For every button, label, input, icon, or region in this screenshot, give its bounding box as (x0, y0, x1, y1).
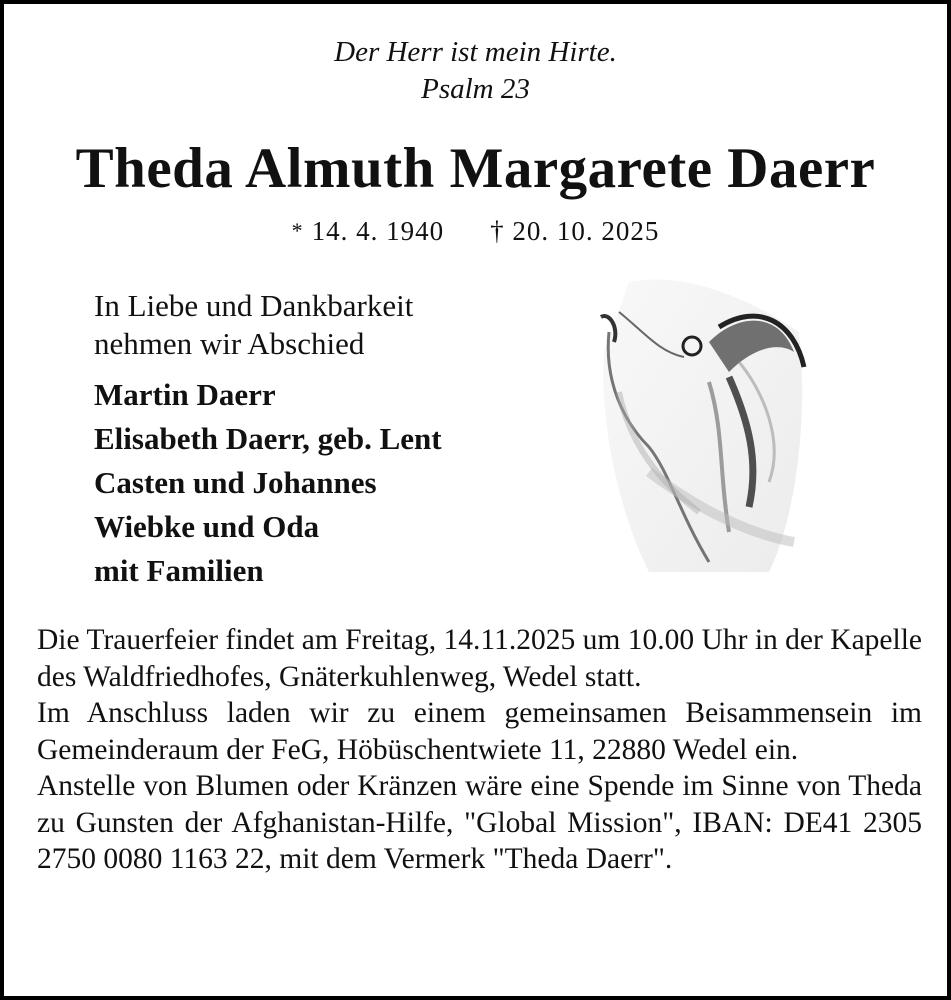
verse-text: Der Herr ist mein Hirte. (334, 36, 617, 68)
death-date: 20. 10. 2025 (512, 216, 660, 246)
death-symbol: † (490, 216, 505, 246)
mourner-name: Martin Daerr (94, 377, 276, 412)
deceased-name: Theda Almuth Margarete Daerr (75, 137, 876, 200)
gathering-notice: Im Anschluss laden wir zu einem gemeinsamen Beisammensein im Gemeinderaum der FeG, Höbüschentwiete 11, 22880 Wedel ein. (37, 697, 922, 766)
notice-text (37, 622, 922, 878)
mourner-name: Casten und Johannes (94, 465, 377, 500)
birth-date-group (292, 216, 445, 246)
birth-symbol: * (291, 218, 304, 243)
angel-watercolor-icon (589, 272, 814, 577)
verse-reference: Psalm 23 (421, 73, 530, 105)
death-date-group (490, 216, 659, 246)
farewell-intro (94, 287, 413, 363)
mourners-list (94, 373, 442, 593)
ceremony-notice: Die Trauerfeier findet am Freitag, 14.11.2025 um 10.00 Uhr in der Kapelle des Waldfriedhofes, Gnäterkuhlenweg, Wedel statt. (37, 624, 922, 693)
mourner-name: Wiebke und Oda (94, 509, 320, 544)
intro-line: In Liebe und Dankbarkeit (94, 288, 414, 323)
mourner-name: mit Familien (94, 553, 264, 588)
birth-date: 14. 4. 1940 (311, 216, 445, 246)
intro-line: nehmen wir Abschied (94, 326, 365, 361)
mourner-name: Elisabeth Daerr, geb. Lent (94, 421, 442, 456)
donation-notice: Anstelle von Blumen oder Kränzen wäre eine Spende im Sinne von Theda zu Gunsten der Afghanistan-Hilfe, "Global Mission", IBAN: DE41 2305 2750 0080 1163 22, mit dem Vermerk "Theda Daerr". (37, 770, 922, 875)
bible-verse (4, 34, 947, 108)
life-dates (4, 215, 947, 247)
